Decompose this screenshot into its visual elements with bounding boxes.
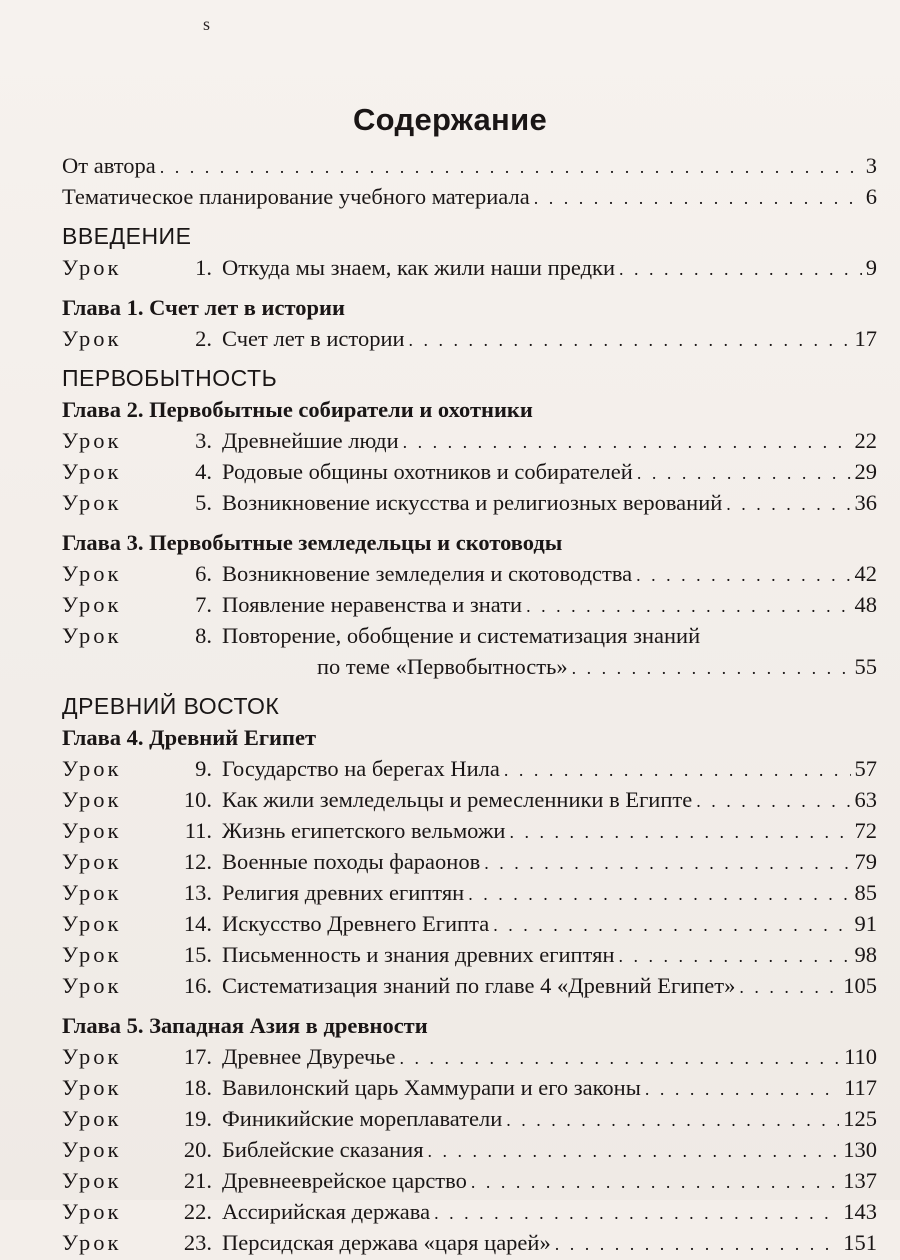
leader-dots	[403, 427, 851, 458]
lesson-word: Урок	[62, 623, 122, 648]
toc-entry-continuation[interactable]	[62, 651, 877, 682]
lesson-number: 12.	[183, 849, 212, 874]
lesson-word: Урок	[62, 1106, 122, 1131]
table-of-contents	[62, 150, 877, 1258]
leader-dots	[506, 1105, 839, 1136]
chapter-heading: Глава 1. Счет лет в истории	[62, 295, 345, 320]
toc-entry-lesson[interactable]	[62, 456, 877, 487]
toc-entry-page: 72	[854, 818, 877, 843]
toc-entry-page: 130	[843, 1137, 877, 1162]
toc-entry-page: 36	[854, 490, 877, 515]
toc-entry-page: 48	[854, 592, 877, 617]
toc-entry-title: Искусство Древнего Египта	[222, 911, 490, 936]
page-title: Содержание	[353, 102, 547, 137]
toc-entry-lesson[interactable]	[62, 877, 877, 908]
toc-entry-page: 125	[843, 1106, 877, 1131]
lesson-number: 19.	[183, 1106, 212, 1131]
toc-entry-title: Письменность и знания древних египтян	[222, 942, 615, 967]
toc-entry-page: 137	[843, 1168, 877, 1193]
lesson-word: Урок	[62, 1044, 122, 1069]
toc-entry-title: Как жили земледельцы и ремесленники в Египте	[222, 787, 693, 812]
lesson-word: Урок	[62, 1075, 122, 1100]
lesson-word: Урок	[62, 787, 122, 812]
lesson-number: 13.	[183, 880, 212, 905]
toc-entry-lesson[interactable]	[62, 487, 877, 518]
toc-entry-page: 55	[854, 654, 877, 679]
toc-entry-title: Появление неравенства и знати	[222, 592, 523, 617]
toc-entry-title: Тематическое планирование учебного материала	[62, 184, 530, 209]
toc-entry-page: 42	[854, 561, 877, 586]
toc-entry-lesson[interactable]	[62, 1165, 877, 1196]
toc-entry-page: 105	[843, 973, 877, 998]
toc-entry-title: Религия древних египтян	[222, 880, 465, 905]
lesson-number: 22.	[183, 1199, 212, 1224]
toc-entry-lesson[interactable]	[62, 908, 877, 939]
toc-entry-page: 79	[854, 849, 877, 874]
toc-entry-page: 3	[865, 153, 877, 178]
lesson-number: 14.	[183, 911, 212, 936]
lesson-word: Урок	[62, 1199, 122, 1224]
toc-entry-lesson[interactable]	[62, 753, 877, 784]
lesson-word: Урок	[62, 756, 122, 781]
lesson-word: Урок	[62, 592, 122, 617]
lesson-word: Урок	[62, 1168, 122, 1193]
toc-entry-title: Финикийские мореплаватели	[222, 1106, 503, 1131]
lesson-number: 17.	[183, 1044, 212, 1069]
toc-entry-title: Жизнь египетского вельможи	[222, 818, 506, 843]
lesson-word: Урок	[62, 911, 122, 936]
leader-dots	[428, 1136, 840, 1167]
leader-dots	[160, 152, 862, 183]
lesson-word: Урок	[62, 490, 122, 515]
toc-entry-title: Счет лет в истории	[222, 326, 405, 351]
leader-dots	[555, 1229, 840, 1260]
leader-dots	[493, 910, 850, 941]
toc-entry-page: 117	[844, 1075, 877, 1100]
toc-entry-title: От автора	[62, 153, 156, 178]
lesson-word: Урок	[62, 428, 122, 453]
toc-entry-title: Родовые общины охотников и собирателей	[222, 459, 633, 484]
toc-entry-intro-1[interactable]	[62, 181, 877, 212]
toc-entry-lesson[interactable]	[62, 1134, 877, 1165]
lesson-number: 10.	[183, 787, 212, 812]
lesson-word: Урок	[62, 459, 122, 484]
toc-entry-title: Древнееврейское царство	[222, 1168, 467, 1193]
leader-dots	[484, 848, 850, 879]
toc-entry-lesson[interactable]	[62, 846, 877, 877]
toc-entry-lesson[interactable]	[62, 558, 877, 589]
toc-entry-title: Ассирийская держава	[222, 1199, 431, 1224]
lesson-word: Урок	[62, 849, 122, 874]
lesson-number: 11.	[184, 818, 212, 843]
toc-entry-title: Государство на берегах Нила	[222, 756, 500, 781]
leader-dots	[471, 1167, 839, 1198]
leader-dots	[726, 489, 850, 520]
toc-entry-lesson[interactable]	[62, 970, 877, 1001]
lesson-number: 15.	[183, 942, 212, 967]
toc-entry-title: Возникновение земледелия и скотоводства	[222, 561, 633, 586]
leader-dots	[572, 653, 851, 684]
toc-entry-page: 6	[865, 184, 877, 209]
leader-dots	[409, 325, 851, 356]
toc-entry-page: 110	[844, 1044, 877, 1069]
lesson-number: 20.	[183, 1137, 212, 1162]
toc-entry-lesson[interactable]	[62, 252, 877, 283]
toc-entry-page: 22	[854, 428, 877, 453]
leader-dots	[645, 1074, 840, 1105]
lesson-word: Урок	[62, 1230, 122, 1255]
page-mark: s	[203, 14, 211, 34]
lesson-number: 3.	[195, 428, 212, 453]
toc-entry-page: 57	[854, 756, 877, 781]
toc-sections	[62, 212, 877, 1258]
toc-entry-intro-0[interactable]	[62, 150, 877, 181]
toc-entry-title: Повторение, обобщение и систематизация знаний	[222, 623, 701, 648]
toc-entry-page: 9	[865, 255, 877, 280]
leader-dots	[434, 1198, 839, 1229]
toc-entry-page: 143	[843, 1199, 877, 1224]
toc-entry-title: Древнейшие люди	[222, 428, 399, 453]
toc-entry-page: 151	[843, 1230, 877, 1255]
lesson-word: Урок	[62, 255, 122, 280]
lesson-number: 21.	[183, 1168, 212, 1193]
leader-dots	[739, 972, 839, 1003]
toc-entry-page: 85	[854, 880, 877, 905]
section-heading: ДРЕВНИЙ ВОСТОК	[62, 693, 280, 719]
leader-dots	[468, 879, 850, 910]
leader-dots	[509, 817, 850, 848]
toc-entry-title: Древнее Двуречье	[222, 1044, 396, 1069]
chapter-heading: Глава 5. Западная Азия в древности	[62, 1013, 428, 1038]
leader-dots	[619, 254, 862, 285]
toc-entry-lesson[interactable]	[62, 1196, 877, 1227]
toc-entry-lesson[interactable]	[62, 1103, 877, 1134]
leader-dots	[526, 591, 850, 622]
toc-entry-title: Вавилонский царь Хаммурапи и его законы	[222, 1075, 641, 1100]
toc-entry-lesson[interactable]	[62, 939, 877, 970]
leader-dots	[504, 755, 851, 786]
chapter-heading: Глава 3. Первобытные земледельцы и скотоводы	[62, 530, 563, 555]
toc-entry-title: Военные походы фараонов	[222, 849, 481, 874]
chapter-heading: Глава 4. Древний Египет	[62, 725, 317, 750]
toc-entry-page: 91	[854, 911, 877, 936]
lesson-word: Урок	[62, 973, 122, 998]
toc-entry-page: 98	[854, 942, 877, 967]
toc-entry-title: Библейские сказания	[222, 1137, 424, 1162]
toc-entry-title: Откуда мы знаем, как жили наши предки	[222, 255, 615, 280]
lesson-word: Урок	[62, 880, 122, 905]
lesson-word: Урок	[62, 326, 122, 351]
leader-dots	[619, 941, 851, 972]
lesson-number: 8.	[195, 623, 212, 648]
lesson-number: 1.	[195, 255, 212, 280]
toc-entry-lesson[interactable]	[62, 425, 877, 456]
toc-entry-lesson[interactable]	[62, 1227, 877, 1258]
toc-entry-page: 63	[854, 787, 877, 812]
toc-entry-lesson[interactable]	[62, 784, 877, 815]
toc-entry-lesson[interactable]	[62, 620, 877, 651]
leader-dots	[400, 1043, 841, 1074]
lesson-word: Урок	[62, 818, 122, 843]
leader-dots	[637, 458, 851, 489]
lesson-number: 4.	[195, 459, 212, 484]
toc-entry-lesson[interactable]	[62, 815, 877, 846]
leader-dots	[696, 786, 850, 817]
toc-entry-lesson[interactable]	[62, 1041, 877, 1072]
lesson-number: 6.	[195, 561, 212, 586]
section-heading: ВВЕДЕНИЕ	[62, 223, 192, 249]
lesson-number: 5.	[195, 490, 212, 515]
toc-entry-title-continued: по теме «Первобытность»	[317, 654, 568, 679]
lesson-word: Урок	[62, 1137, 122, 1162]
lesson-word: Урок	[62, 942, 122, 967]
toc-entry-lesson[interactable]	[62, 589, 877, 620]
lesson-number: 7.	[195, 592, 212, 617]
lesson-number: 9.	[195, 756, 212, 781]
leader-dots	[636, 560, 850, 591]
lesson-number: 2.	[195, 326, 212, 351]
toc-entry-page: 29	[854, 459, 877, 484]
toc-entry-lesson[interactable]	[62, 323, 877, 354]
toc-entry-title: Персидская держава «царя царей»	[222, 1230, 551, 1255]
lesson-number: 16.	[183, 973, 212, 998]
lesson-number: 23.	[183, 1230, 212, 1255]
lesson-number: 18.	[183, 1075, 212, 1100]
toc-entry-page: 17	[854, 326, 877, 351]
toc-entry-lesson[interactable]	[62, 1072, 877, 1103]
lesson-word: Урок	[62, 561, 122, 586]
toc-entry-title: Возникновение искусства и религиозных верований	[222, 490, 723, 515]
section-heading: ПЕРВОБЫТНОСТЬ	[62, 365, 278, 391]
leader-dots	[534, 183, 862, 214]
toc-entry-title: Систематизация знаний по главе 4 «Древний Египет»	[222, 973, 736, 998]
chapter-heading: Глава 2. Первобытные собиратели и охотники	[62, 397, 533, 422]
